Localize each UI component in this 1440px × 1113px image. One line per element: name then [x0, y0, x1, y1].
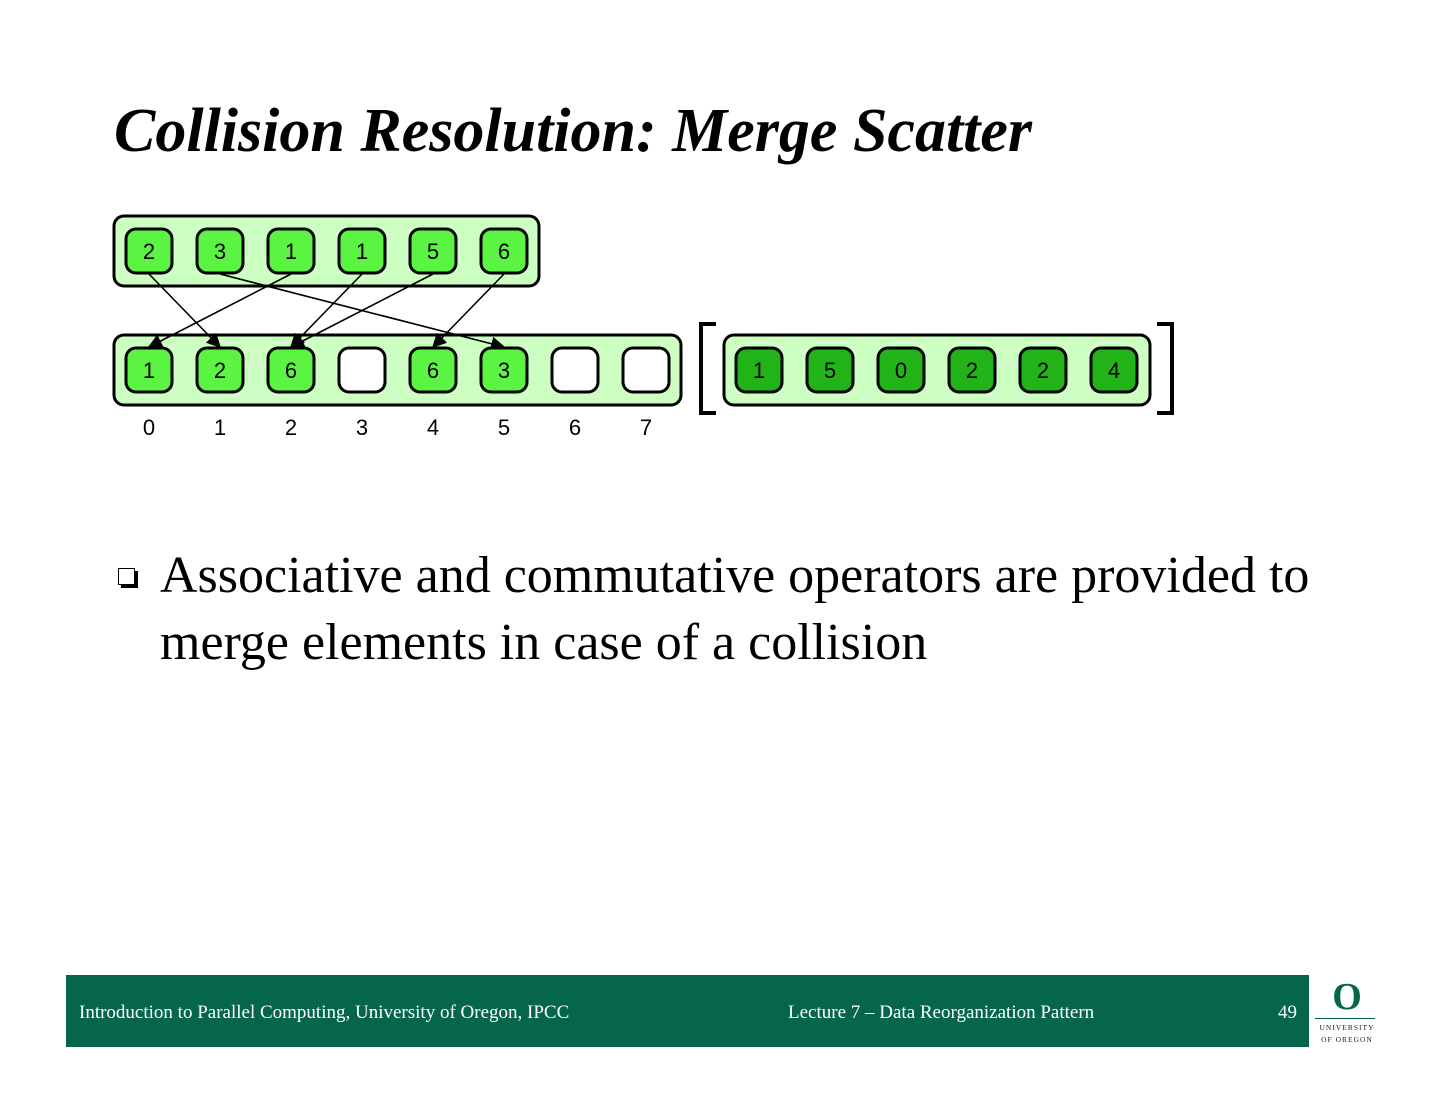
output-index-label: 6 [568, 415, 582, 440]
logo-text-university: UNIVERSITY [1319, 1023, 1375, 1032]
source-array-panel [114, 216, 539, 286]
index-cell-value: 4 [1107, 358, 1121, 383]
oregon-o-icon: O [1332, 976, 1362, 1018]
source-cell-value: 2 [142, 239, 156, 264]
output-cell [197, 348, 243, 392]
source-cell [126, 229, 172, 273]
merge-scatter-diagram [0, 200, 1200, 450]
source-cell-value: 1 [284, 239, 298, 264]
source-cell [197, 229, 243, 273]
index-cell [1091, 348, 1137, 392]
index-cell-value: 2 [1036, 358, 1050, 383]
index-cell-value: 2 [965, 358, 979, 383]
source-cell [268, 229, 314, 273]
source-cell-value: 5 [426, 239, 440, 264]
output-cell [410, 348, 456, 392]
index-cell-value: 5 [823, 358, 837, 383]
source-cell-value: 3 [213, 239, 227, 264]
footer-bar [66, 975, 1309, 1047]
output-cell [268, 348, 314, 392]
right-bracket [1157, 324, 1172, 413]
output-cell [126, 348, 172, 392]
output-cell [481, 348, 527, 392]
output-cell [623, 348, 669, 392]
source-cell-value: 1 [355, 239, 369, 264]
footer-page-number: 49 [1278, 1002, 1297, 1023]
output-index-label: 1 [213, 415, 227, 440]
index-cell [807, 348, 853, 392]
output-index-labels [143, 415, 652, 440]
output-index-label: 2 [284, 415, 298, 440]
output-cell-value: 3 [497, 358, 511, 383]
output-cell-value: 1 [142, 358, 156, 383]
output-cell-value: 2 [213, 358, 227, 383]
logo-text-oregon: OF OREGON [1321, 1035, 1373, 1044]
footer-course: Introduction to Parallel Computing, University of Oregon, IPCC [79, 1002, 570, 1023]
output-index-label: 4 [426, 415, 440, 440]
index-cell-value: 0 [894, 358, 908, 383]
slide-title: Collision Resolution: Merge Scatter [114, 97, 1033, 165]
source-cell [339, 229, 385, 273]
square-bullet-icon [118, 568, 135, 585]
output-index-label: 5 [497, 415, 511, 440]
logo-divider [1315, 1018, 1375, 1019]
left-bracket [701, 324, 716, 413]
index-cell [949, 348, 995, 392]
index-cell [736, 348, 782, 392]
bullet-text: Associative and commutative operators are provided to merge elements in case of a collision [160, 547, 1310, 671]
output-index-label: 7 [639, 415, 653, 440]
index-cell [878, 348, 924, 392]
index-cell-value: 1 [752, 358, 766, 383]
output-cell [339, 348, 385, 392]
output-cell-value: 6 [284, 358, 298, 383]
footer-lecture: Lecture 7 – Data Reorganization Pattern [788, 1002, 1095, 1023]
source-cell-value: 6 [497, 239, 511, 264]
source-cell [481, 229, 527, 273]
output-cell-value: 6 [426, 358, 440, 383]
output-cell [552, 348, 598, 392]
source-cell [410, 229, 456, 273]
university-logo [1309, 975, 1385, 1055]
output-index-label: 0 [142, 415, 156, 440]
index-array-panel [724, 335, 1150, 405]
index-cell [1020, 348, 1066, 392]
output-index-label: 3 [355, 415, 369, 440]
